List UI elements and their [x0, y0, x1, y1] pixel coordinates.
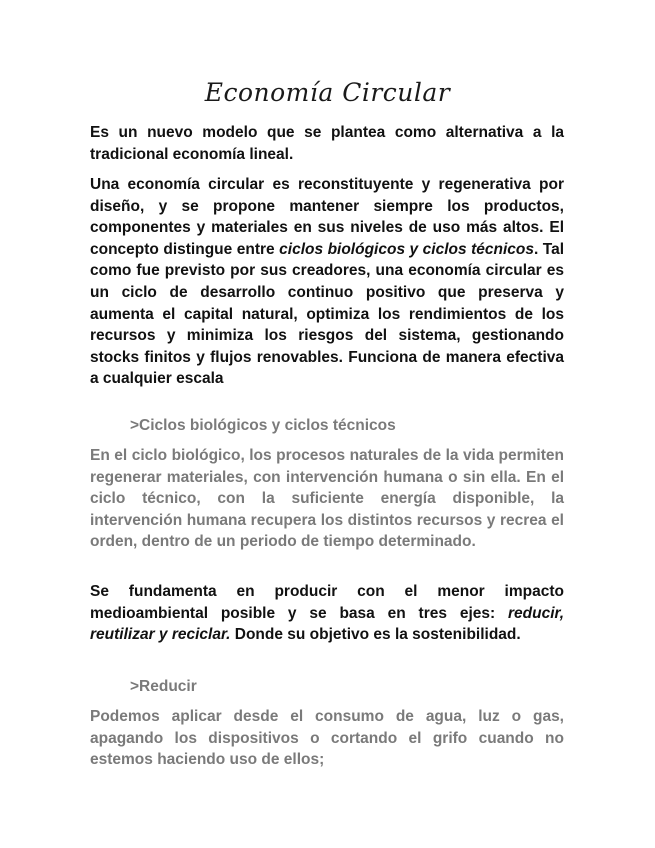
foundation-text-end: Donde su objetivo es la sostenibilidad. — [230, 626, 521, 644]
reduce-heading: >Reducir — [130, 678, 197, 695]
page-title: Economía Circular — [204, 78, 451, 107]
definition-paragraph — [90, 174, 564, 390]
cycles-heading: >Ciclos biológicos y ciclos técnicos — [130, 417, 396, 434]
intro-paragraph: Es un nuevo modelo que se plantea como alternativa a la tradicional economía lineal. — [90, 124, 564, 163]
reduce-paragraph: Podemos aplicar desde el consumo de agua, luz o gas, apagando los dispositivos o cortando el grifo cuando no estemos haciendo uso de ellos; — [90, 708, 564, 769]
definition-emphasis: ciclos biológicos y ciclos técnicos — [279, 240, 534, 258]
cycles-paragraph: En el ciclo biológico, los procesos naturales de la vida permiten regenerar materiales, con intervención humana o sin ella. En el ciclo técnico, con la suficiente energía disponible, la intervención humana recupera los distintos recursos y recrea el orden, dentro de un periodo de tiempo determinado. — [90, 447, 564, 551]
foundation-text-start: Se fundamenta en producir con el menor impacto medioambiental posible y se basa en tres ejes: — [90, 583, 564, 622]
definition-text-start: Una economía circular es reconstituyente y regenerativa por diseño, y se propone mantener siempre los productos, componentes y materiales en sus niveles de uso más altos. El concepto distingue entre — [90, 176, 564, 258]
definition-text-end: . Tal como fue previsto por sus creadores, una economía circular es un ciclo de desarrollo continuo positivo que preserva y aumenta el capital natural, optimiza los rendimientos de los recursos y minimiza los riesgos del sistema, gestionando stocks finitos y flujos renovables. Funciona de manera efectiva a cualquier escala — [90, 240, 565, 388]
foundation-emphasis: reducir, reutilizar y reciclar. — [90, 604, 564, 644]
foundation-paragraph — [90, 581, 564, 646]
